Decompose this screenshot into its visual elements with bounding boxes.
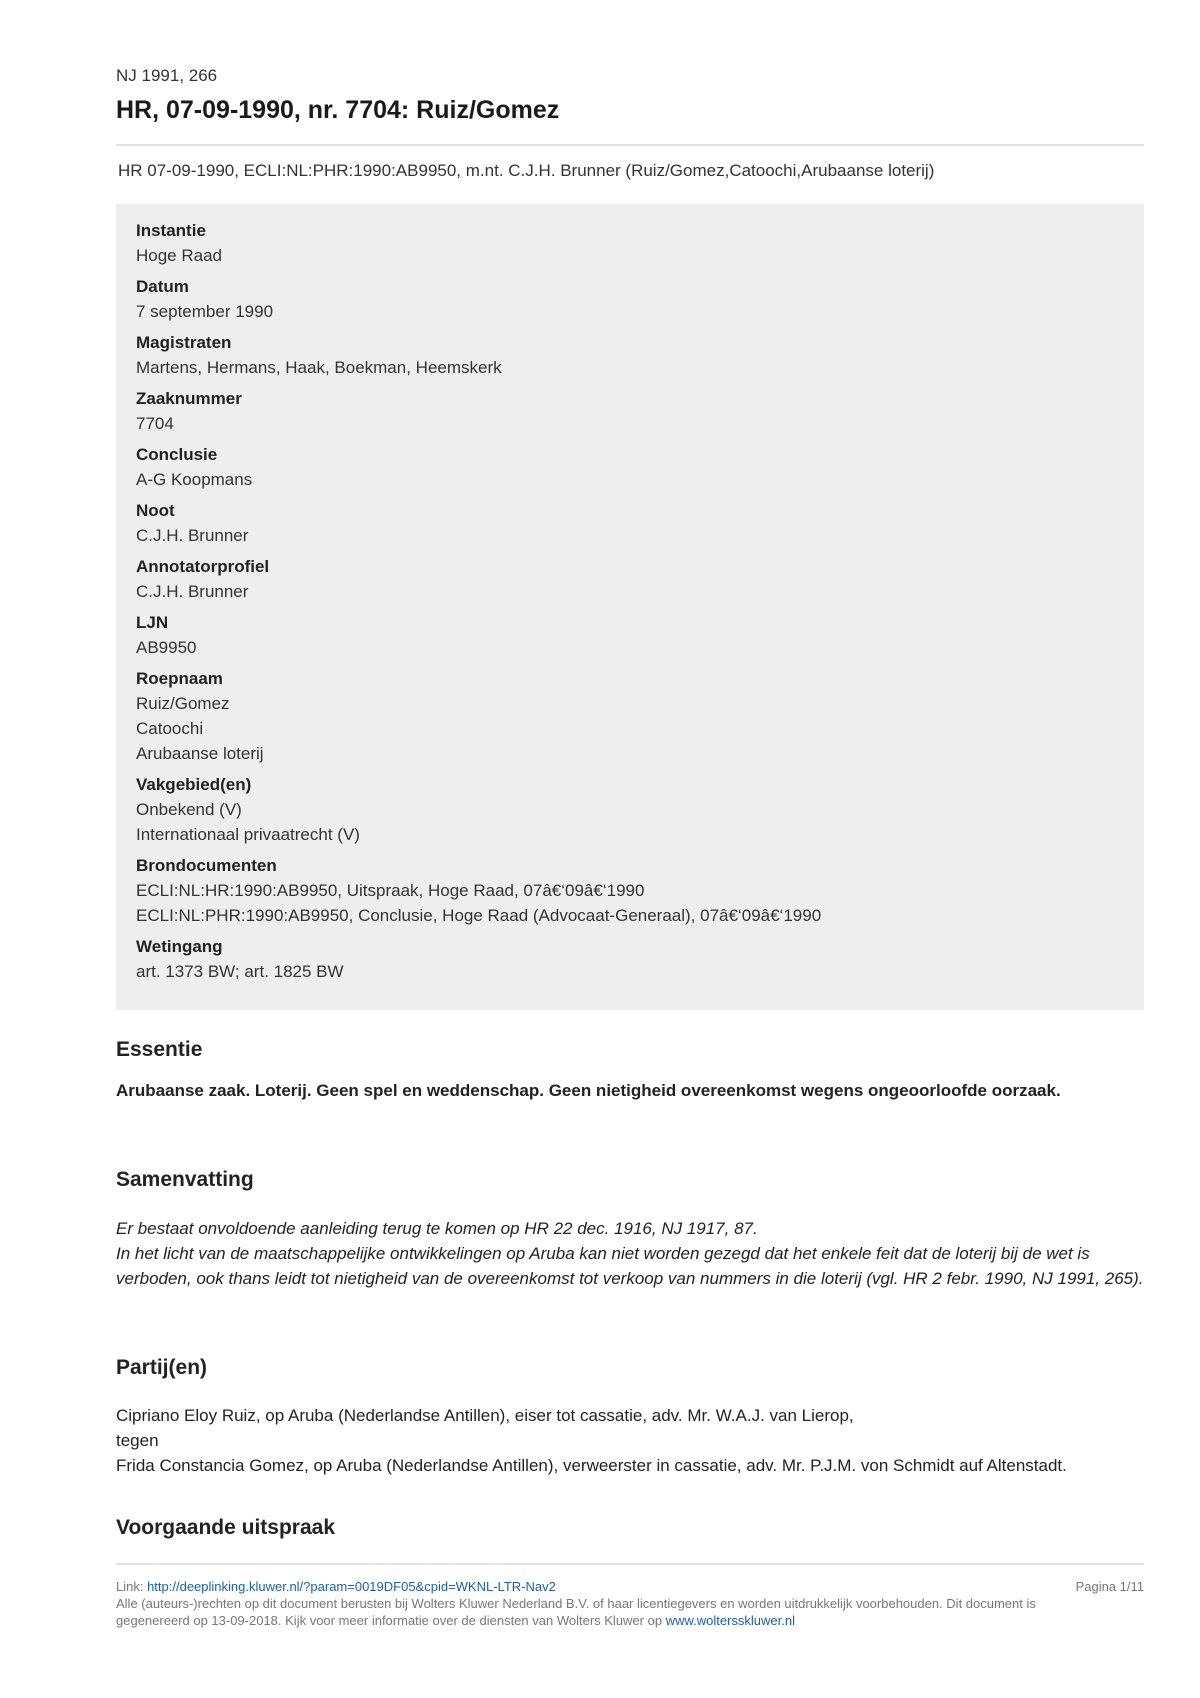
meta-value: Onbekend (V) (136, 800, 242, 819)
party-defendant: Frida Constancia Gomez, op Aruba (Nederlandse Antillen), verweerster in cassatie, adv. Mr. P.J.M. von Schmidt auf Altenstadt. (116, 1456, 1067, 1475)
nj-reference: NJ 1991, 266 (116, 66, 218, 85)
meta-value: 7 september 1990 (136, 302, 274, 321)
meta-value: ECLI:NL:PHR:1990:AB9950, Conclusie, Hoge Raad (Advocaat-Generaal), 07â€‘09â€‘1990 (136, 906, 822, 925)
meta-zaaknummer (136, 386, 1124, 436)
meta-datum (136, 274, 1124, 324)
meta-value: Ruiz/Gomez (136, 694, 230, 713)
meta-value: Internationaal privaatrecht (V) (136, 825, 360, 844)
footer-rights: Alle (auteurs-)rechten op dit document berusten bij Wolters Kluwer Nederland B.V. of haar licentiegevers en worden uitdrukkelijk voorbehouden. Dit document is gegenereerd op 13-09-2018. Kijk voor meer informatie over de diensten van Wolters Kluwer op (116, 1596, 1036, 1628)
wolterskluwer-link[interactable]: www.woltersskluwer.nl (665, 1613, 796, 1628)
meta-conclusie (136, 442, 1124, 492)
samenvatting-heading: Samenvatting (116, 1168, 254, 1191)
samenvatting-line-1: Er bestaat onvoldoende aanleiding terug te komen op HR 22 dec. 1916, NJ 1917, 87. (116, 1219, 758, 1238)
meta-value: AB9950 (136, 638, 197, 657)
meta-label: Annotatorprofiel (136, 557, 270, 576)
meta-ljn (136, 610, 1124, 660)
meta-value: C.J.H. Brunner (136, 526, 249, 545)
meta-label: LJN (136, 613, 169, 632)
meta-label: Conclusie (136, 445, 218, 464)
meta-noot (136, 498, 1124, 548)
meta-label: Noot (136, 501, 175, 520)
deeplink[interactable]: http://deeplinking.kluwer.nl/?param=0019DF05&cpid=WKNL-LTR-Nav2 (147, 1579, 556, 1594)
meta-value: Arubaanse loterij (136, 744, 264, 763)
meta-value: art. 1373 BW; art. 1825 BW (136, 962, 344, 981)
meta-value: C.J.H. Brunner (136, 582, 249, 601)
meta-label: Zaaknummer (136, 389, 242, 408)
meta-value: Catoochi (136, 719, 204, 738)
meta-magistraten (136, 330, 1124, 380)
meta-label: Brondocumenten (136, 856, 277, 875)
essentie-text: Arubaanse zaak. Loterij. Geen spel en weddenschap. Geen nietigheid overeenkomst wegens ongeoorloofde oorzaak. (116, 1081, 1061, 1100)
meta-roepnaam (136, 666, 1124, 766)
meta-value: ECLI:NL:HR:1990:AB9950, Uitspraak, Hoge Raad, 07â€‘09â€‘1990 (136, 881, 645, 900)
meta-annotatorprofiel (136, 554, 1124, 604)
meta-wetingang (136, 934, 1124, 984)
meta-value: Martens, Hermans, Haak, Boekman, Heemskerk (136, 358, 502, 377)
meta-label: Instantie (136, 221, 206, 240)
page-number: Pagina 1/11 (1075, 1579, 1144, 1594)
party-separator: tegen (116, 1431, 159, 1450)
voorgaande-heading: Voorgaande uitspraak (116, 1516, 336, 1539)
page-title: HR, 07-09-1990, nr. 7704: Ruiz/Gomez (116, 96, 560, 124)
meta-value: A-G Koopmans (136, 470, 253, 489)
meta-value: 7704 (136, 414, 174, 433)
meta-label: Wetingang (136, 937, 223, 956)
party-plaintiff: Cipriano Eloy Ruiz, op Aruba (Nederlandse Antillen), eiser tot cassatie, adv. Mr. W.A.J. van Lierop, (116, 1406, 854, 1425)
metadata-panel (116, 204, 1144, 1010)
meta-label: Vakgebied(en) (136, 775, 252, 794)
meta-vakgebieden (136, 772, 1124, 847)
title-divider (116, 144, 1144, 146)
footer-text (116, 1578, 1036, 1629)
footer-divider (116, 1563, 1144, 1565)
partijen-heading: Partij(en) (116, 1356, 208, 1379)
meta-label: Roepnaam (136, 669, 223, 688)
essentie-heading: Essentie (116, 1038, 203, 1061)
meta-instantie (136, 218, 1124, 268)
samenvatting-line-2: In het licht van de maatschappelijke ontwikkelingen op Aruba kan niet worden gezegd dat het enkele feit dat de loterij bij de wet is verboden, ook thans leidt tot nietigheid van de overeenkomst tot verkoop van nummers in die loterij (vgl. HR 2 febr. 1990, NJ 1991, 265). (116, 1244, 1144, 1288)
citation-line: HR 07-09-1990, ECLI:NL:PHR:1990:AB9950, m.nt. C.J.H. Brunner (Ruiz/Gomez,Catoochi,Arubaanse loterij) (118, 161, 935, 180)
meta-brondocumenten (136, 853, 1124, 928)
page-footer (116, 1578, 1144, 1629)
footer-link-label: Link: (116, 1579, 148, 1594)
meta-label: Magistraten (136, 333, 232, 352)
meta-label: Datum (136, 277, 189, 296)
meta-value: Hoge Raad (136, 246, 223, 265)
